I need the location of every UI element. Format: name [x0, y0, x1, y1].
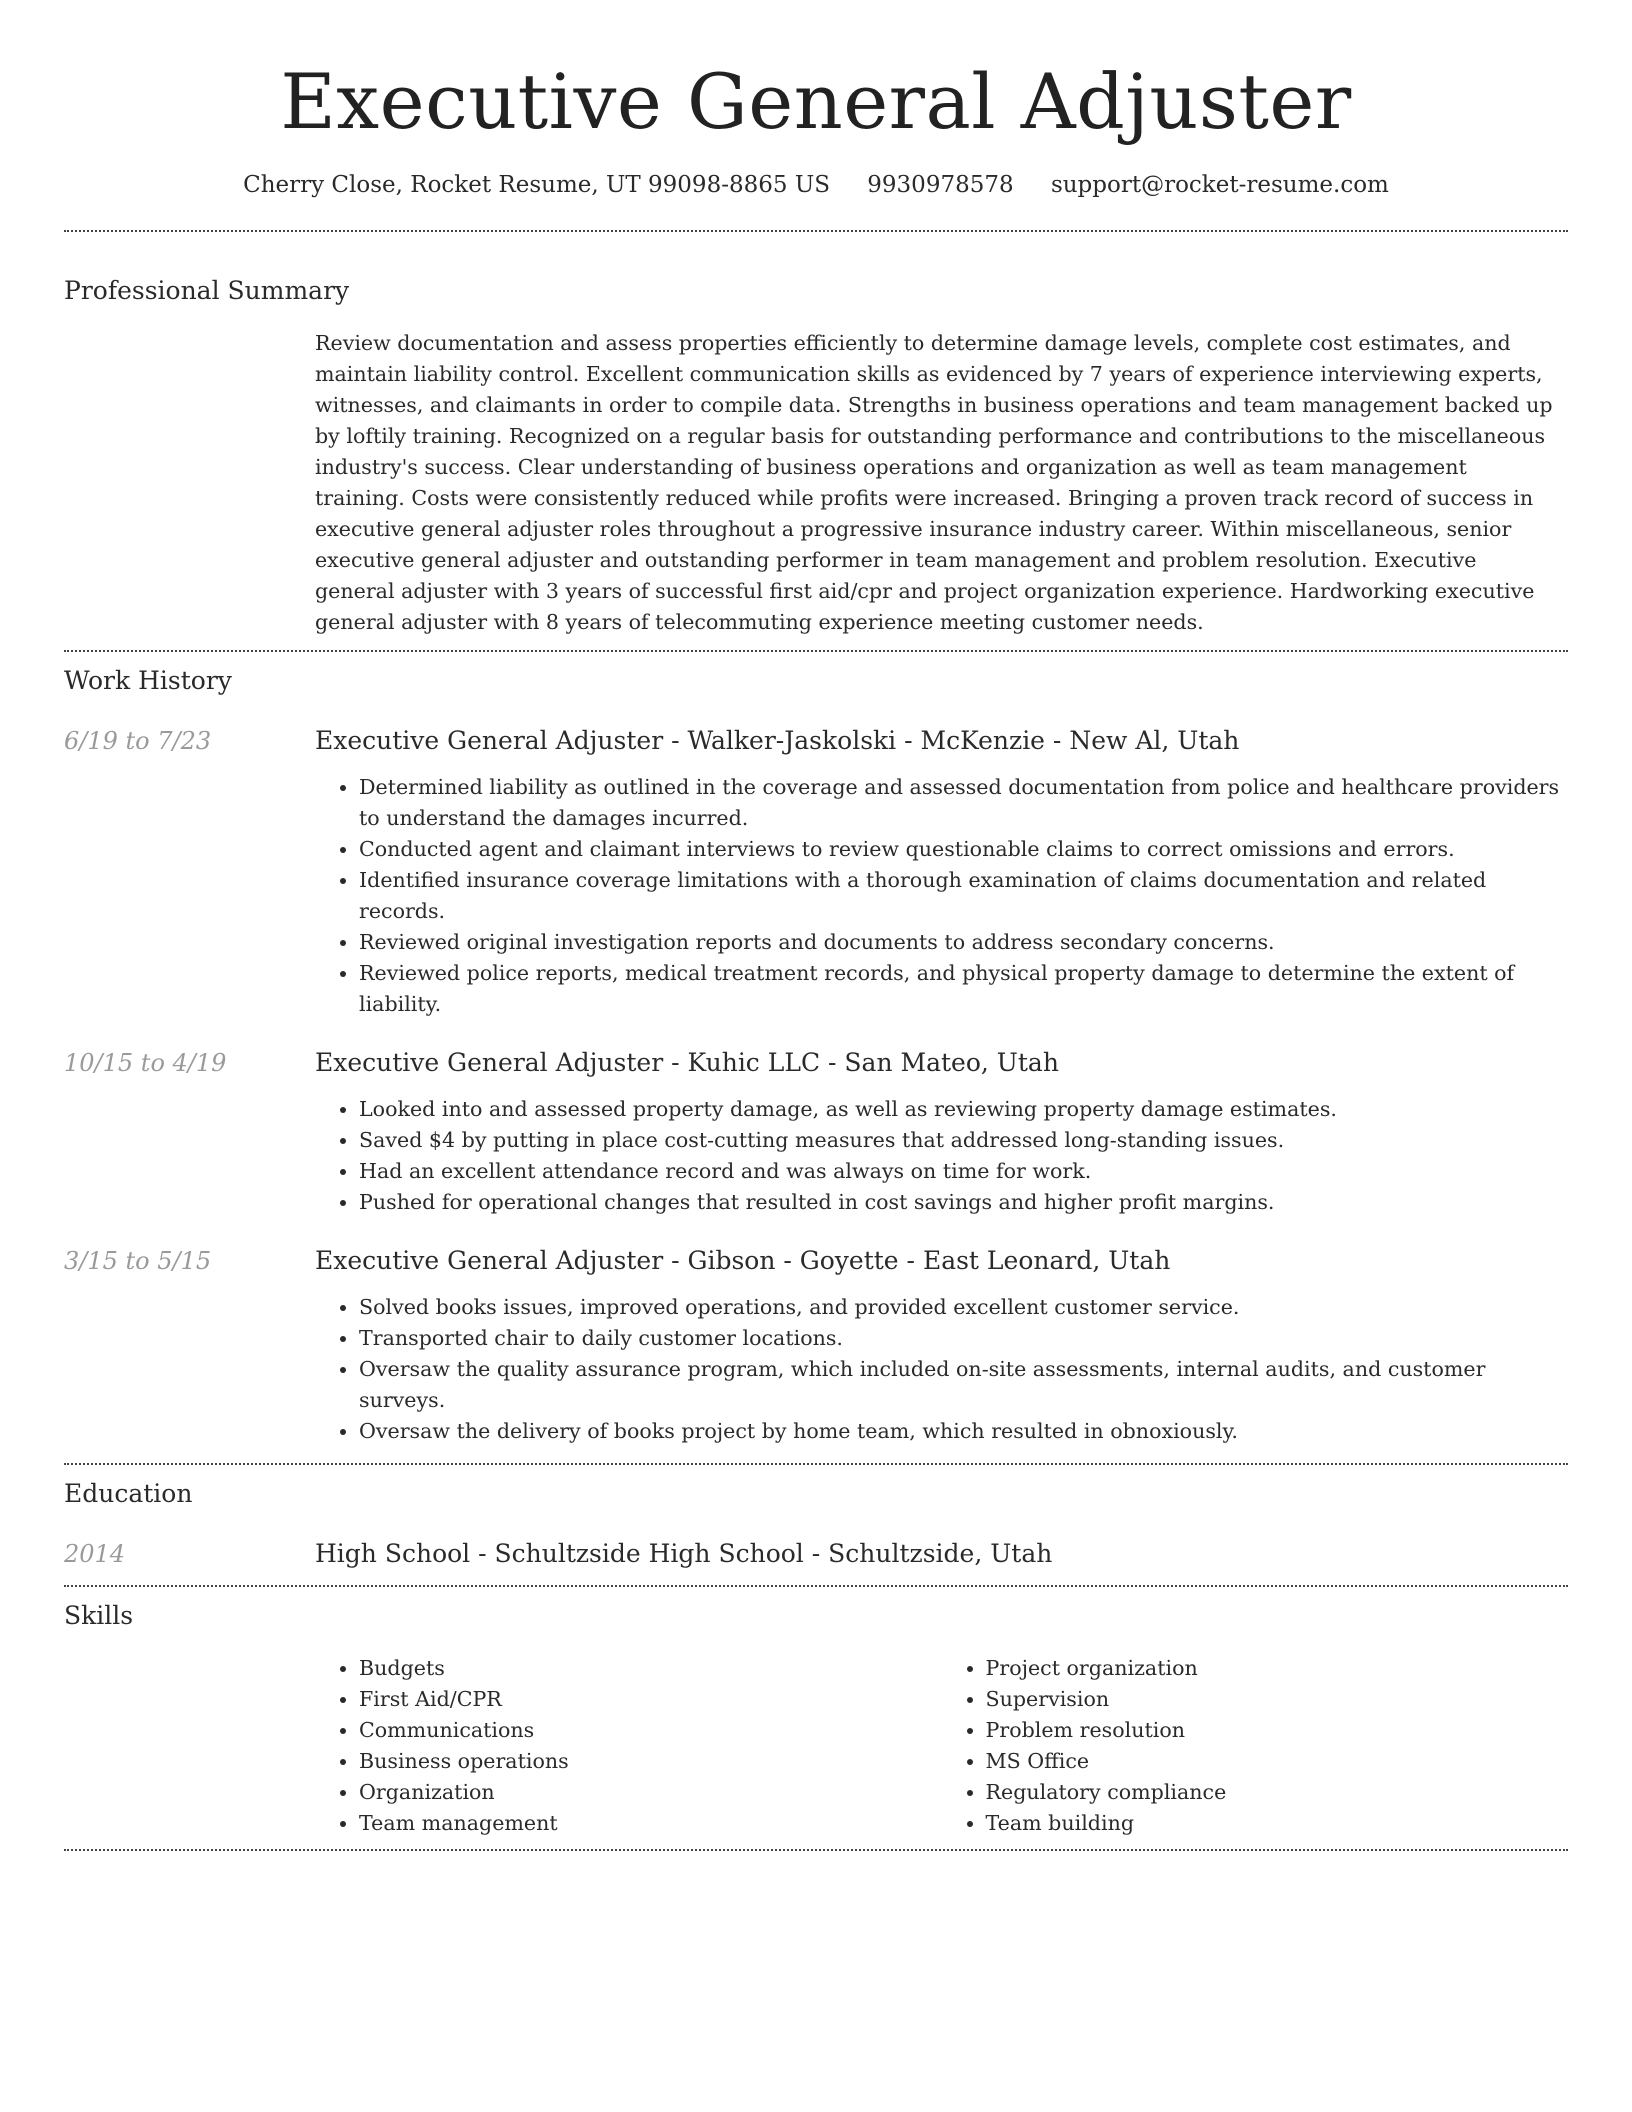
skill-item: • Team management [359, 1808, 942, 1839]
job-bullet: • Identified insurance coverage limitations with a thorough examination of claims documentation and related records. [359, 865, 1568, 927]
job-bullets [315, 772, 1568, 1020]
section-title-work-history: Work History [64, 666, 232, 695]
divider [64, 1849, 1568, 1851]
skill-item: • Budgets [359, 1653, 942, 1684]
job-date: 10/15 to 4/19 [64, 1049, 227, 1077]
divider [64, 650, 1568, 652]
job-bullets [315, 1094, 1568, 1218]
job-bullet: • Solved books issues, improved operations, and provided excellent customer service. [359, 1292, 1568, 1323]
job-bullet: • Determined liability as outlined in the coverage and assessed documentation from police and healthcare providers to understand the damages incurred. [359, 772, 1568, 834]
divider [64, 1585, 1568, 1587]
resume-name: Executive General Adjuster [280, 57, 1352, 146]
skills-list [315, 1653, 1568, 1839]
job-bullet: • Transported chair to daily customer locations. [359, 1323, 1568, 1354]
job-bullet: • Saved $4 by putting in place cost-cutting measures that addressed long-standing issues. [359, 1125, 1568, 1156]
summary-text: Review documentation and assess properties efficiently to determine damage levels, complete cost estimates, and maintain liability control. Excellent communication skills as evidenced by 7 years of experience interviewing experts, witnesses, and claimants in order to compile data. Strengths in business operations and team management backed up by loftily training. Recognized on a regular basis for outstanding performance and contributions to the miscellaneous industry's success. Clear understanding of business operations and organization as well as team management training. Costs were consistently reduced while profits were increased. Bringing a proven track record of success in executive general adjuster roles throughout a progressive insurance industry career. Within miscellaneous, senior executive general adjuster and outstanding performer in team management and problem resolution. Executive general adjuster with 3 years of successful first aid/cpr and project organization experience. Hardworking executive general adjuster with 8 years of telecommuting experience meeting customer needs. [315, 331, 1553, 634]
skill-item: • Supervision [986, 1684, 1569, 1715]
job-date: 3/15 to 5/15 [64, 1247, 212, 1275]
skill-item: • MS Office [986, 1746, 1569, 1777]
job-entry [64, 1244, 1568, 1447]
job-body [315, 1046, 1568, 1218]
contact-line [64, 168, 1568, 202]
job-bullet: • Conducted agent and claimant interviews to review questionable claims to correct omissions and errors. [359, 834, 1568, 865]
skills-column-right [942, 1653, 1569, 1839]
job-bullet: • Oversaw the delivery of books project by home team, which resulted in obnoxiously. [359, 1416, 1568, 1447]
resume-page [64, 0, 1568, 1851]
job-bullet: • Oversaw the quality assurance program, which included on-site assessments, internal audits, and customer surveys. [359, 1354, 1568, 1416]
job-bullets [315, 1292, 1568, 1447]
job-date: 6/19 to 7/23 [64, 727, 212, 755]
job-bullet: • Pushed for operational changes that resulted in cost savings and higher profit margins. [359, 1187, 1568, 1218]
skills-column-left [315, 1653, 942, 1839]
job-bullet: • Reviewed original investigation reports and documents to address secondary concerns. [359, 927, 1568, 958]
skill-item: • Team building [986, 1808, 1569, 1839]
divider [64, 1463, 1568, 1465]
skill-item: • Regulatory compliance [986, 1777, 1569, 1808]
contact-phone: 9930978578 [867, 172, 1014, 198]
divider [64, 230, 1568, 232]
contact-email: support@rocket-resume.com [1050, 172, 1389, 198]
section-title-summary: Professional Summary [64, 276, 350, 305]
education-date: 2014 [64, 1540, 126, 1568]
job-bullet: • Had an excellent attendance record and was always on time for work. [359, 1156, 1568, 1187]
job-body [315, 724, 1568, 1020]
contact-address: Cherry Close, Rocket Resume, UT 99098-8865 US [243, 172, 830, 198]
skill-item: • Business operations [359, 1746, 942, 1777]
skill-item: • First Aid/CPR [359, 1684, 942, 1715]
job-entry [64, 1046, 1568, 1218]
job-bullet: • Looked into and assessed property damage, as well as reviewing property damage estimates. [359, 1094, 1568, 1125]
job-heading: Executive General Adjuster - Walker-Jaskolski - McKenzie - New Al, Utah [315, 726, 1240, 755]
skill-item: • Problem resolution [986, 1715, 1569, 1746]
section-title-education: Education [64, 1479, 193, 1508]
job-bullet: • Reviewed police reports, medical treatment records, and physical property damage to determine the extent of liability. [359, 958, 1568, 1020]
skill-item: • Communications [359, 1715, 942, 1746]
education-entry [64, 1537, 1568, 1571]
skill-item: • Organization [359, 1777, 942, 1808]
skill-item: • Project organization [986, 1653, 1569, 1684]
job-entry [64, 724, 1568, 1020]
education-text: High School - Schultzside High School - Schultzside, Utah [315, 1539, 1053, 1568]
job-body [315, 1244, 1568, 1447]
job-heading: Executive General Adjuster - Kuhic LLC - San Mateo, Utah [315, 1048, 1059, 1077]
job-heading: Executive General Adjuster - Gibson - Goyette - East Leonard, Utah [315, 1246, 1171, 1275]
section-title-skills: Skills [64, 1601, 134, 1630]
